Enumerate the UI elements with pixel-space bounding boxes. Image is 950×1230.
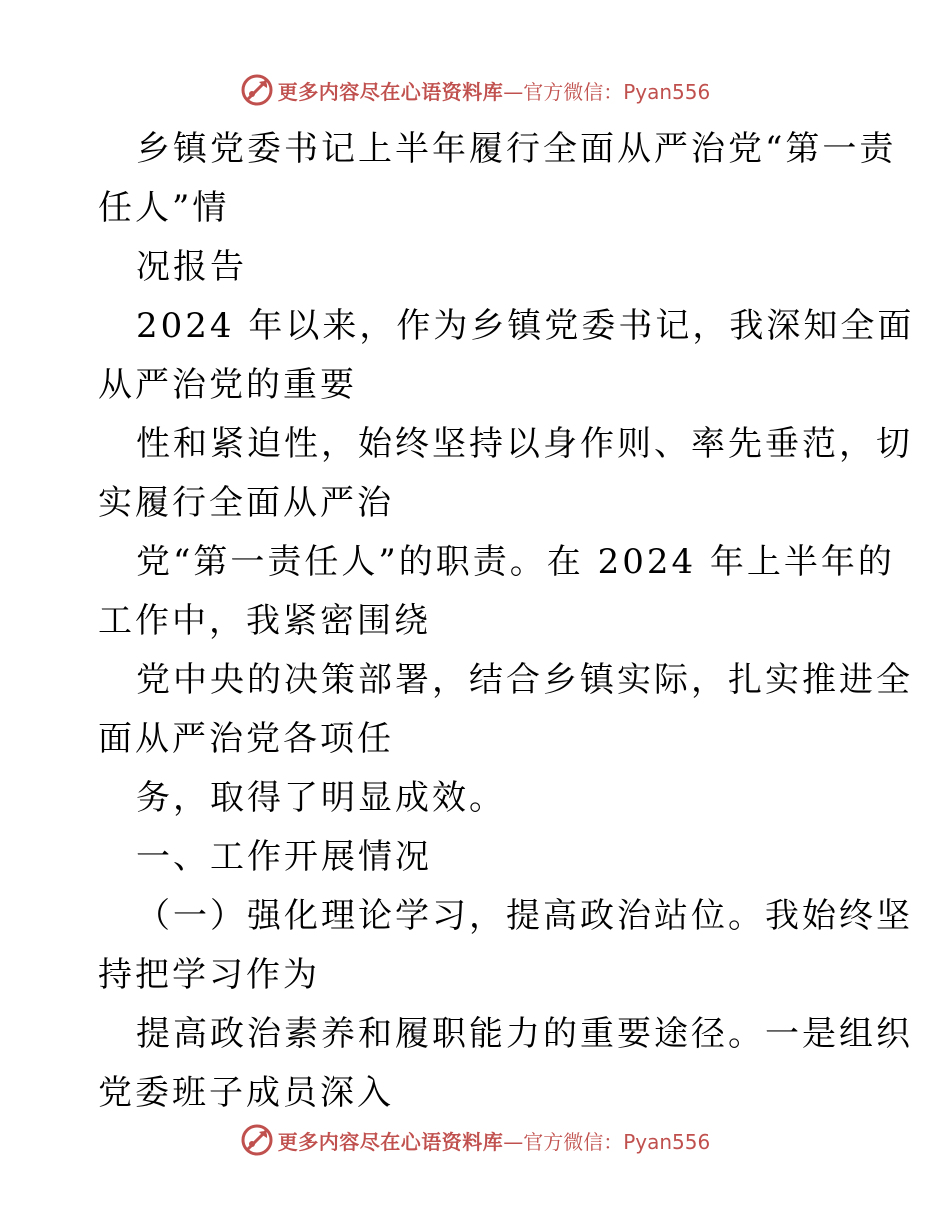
text-line: 况报告 xyxy=(136,247,247,287)
footer-watermark-banner xyxy=(0,1120,950,1160)
text-line: （一）强化理论学习，提高政治站位。我始终坚 xyxy=(136,896,913,936)
text-line: 党“第一责任人”的职责。在 2024 年上半年的 xyxy=(136,542,895,582)
quill-logo-icon xyxy=(240,1123,274,1157)
banner-wechat-text: —官方微信：Pyan556 xyxy=(503,1129,711,1154)
header-watermark-banner xyxy=(0,70,950,110)
text-line: 持把学习作为 xyxy=(98,955,320,995)
text-line: 实履行全面从严治 xyxy=(98,483,394,523)
banner-wechat-text: —官方微信：Pyan556 xyxy=(503,79,711,104)
text-line: 党委班子成员深入 xyxy=(98,1073,394,1113)
text-line: 乡镇党委书记上半年履行全面从严治党“第一责 xyxy=(136,129,897,169)
text-line: 从严治党的重要 xyxy=(98,365,357,405)
text-line: 2024 年以来，作为乡镇党委书记，我深知全面 xyxy=(136,306,915,346)
text-line: 性和紧迫性，始终坚持以身作则、率先垂范，切 xyxy=(136,424,913,464)
section-heading: 一、工作开展情况 xyxy=(136,837,432,877)
text-line: 务，取得了明显成效。 xyxy=(136,778,506,818)
text-line: 党中央的决策部署，结合乡镇实际，扎实推进全 xyxy=(136,660,913,700)
text-line: 面从严治党各项任 xyxy=(98,719,394,759)
document-body xyxy=(98,120,915,1123)
text-line: 任人”情 xyxy=(98,188,230,228)
text-line: 工作中，我紧密围绕 xyxy=(98,601,431,641)
quill-logo-icon xyxy=(240,73,274,107)
banner-main-text: 更多内容尽在心语资料库 xyxy=(277,79,504,104)
text-line: 提高政治素养和履职能力的重要途径。一是组织 xyxy=(136,1014,913,1054)
banner-main-text: 更多内容尽在心语资料库 xyxy=(277,1129,504,1154)
